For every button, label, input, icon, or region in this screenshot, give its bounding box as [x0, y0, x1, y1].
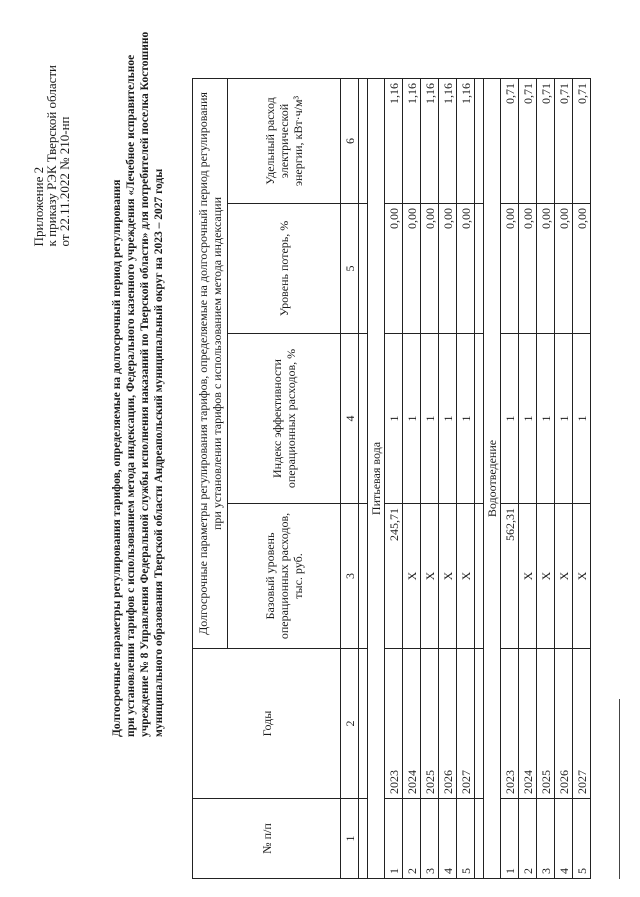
cell-base: X — [573, 504, 591, 649]
table-row — [555, 78, 573, 878]
cell-efficiency: 1 — [519, 334, 537, 504]
cell-num: 2 — [403, 799, 421, 879]
cell-losses: 0,00 — [501, 204, 519, 334]
spacer-row — [475, 78, 484, 878]
column-index-row — [341, 78, 359, 878]
cell-base: X — [537, 504, 555, 649]
table-row — [573, 78, 591, 878]
cell-losses: 0,00 — [555, 204, 573, 334]
spacer-row — [359, 78, 368, 878]
cell-losses: 0,00 — [537, 204, 555, 334]
cell-year: 2025 — [537, 649, 555, 799]
cell-losses: 0,00 — [439, 204, 457, 334]
header-energy: Удельный расход электрической энергии, кВт·ч/м³ — [228, 78, 341, 203]
section-title: Питьевая вода — [368, 78, 385, 878]
cell-year: 2024 — [519, 649, 537, 799]
cell-efficiency: 1 — [501, 334, 519, 504]
cell-energy: 0,71 — [501, 78, 519, 203]
header-losses: Уровень потерь, % — [228, 204, 341, 334]
cell-year: 2027 — [573, 649, 591, 799]
cell-efficiency: 1 — [385, 334, 403, 504]
index-cell: 5 — [341, 204, 359, 334]
cell-energy: 1,16 — [403, 78, 421, 203]
appendix-line-2: к приказу РЭК Тверской области — [44, 65, 59, 247]
table-row — [403, 78, 421, 878]
cell-year: 2026 — [555, 649, 573, 799]
index-cell: 6 — [341, 78, 359, 203]
cell-efficiency: 1 — [555, 334, 573, 504]
cell-energy: 0,71 — [555, 78, 573, 203]
header-years: Годы — [193, 649, 341, 799]
table-row — [501, 78, 519, 878]
title-line-2: при установлении тарифов с использованием метода индексации, Федерального казенного учреждения «Лечебное исправительное — [125, 54, 137, 737]
cell-num: 4 — [555, 799, 573, 879]
cell-num: 5 — [573, 799, 591, 879]
cell-base: X — [439, 504, 457, 649]
cell-losses: 0,00 — [573, 204, 591, 334]
section-title: Водоотведение — [484, 78, 501, 878]
cell-base: X — [457, 504, 475, 649]
cell-efficiency: 1 — [537, 334, 555, 504]
cell-base: X — [421, 504, 439, 649]
cell-losses: 0,00 — [457, 204, 475, 334]
cell-base: X — [519, 504, 537, 649]
cell-year: 2027 — [457, 649, 475, 799]
parameters-table — [192, 78, 591, 879]
header-num: № п/п — [193, 799, 341, 879]
title-line-3: учреждение № 8 Управления Федеральной службы исполнения наказаний по Тверской области» для потребителей поселка Костошино — [139, 31, 151, 737]
header-group: Долгосрочные параметры регулирования тарифов, определяемые на долгосрочный период регулирования при установлении тарифов с использованием метода индексации — [193, 78, 228, 648]
section-row — [368, 78, 385, 878]
cell-num: 4 — [439, 799, 457, 879]
cell-num: 3 — [421, 799, 439, 879]
cell-efficiency: 1 — [457, 334, 475, 504]
cell-base: X — [555, 504, 573, 649]
cell-losses: 0,00 — [385, 204, 403, 334]
table-row — [385, 78, 403, 878]
index-cell: 2 — [341, 649, 359, 799]
cell-energy: 1,16 — [385, 78, 403, 203]
title-line-4: муниципального образования Тверской области Андреапольский муниципальный округ на 2023 – 2027 годы — [153, 168, 165, 737]
cell-year: 2026 — [439, 649, 457, 799]
cell-base: X — [403, 504, 421, 649]
cell-year: 2023 — [501, 649, 519, 799]
cell-energy: 0,71 — [519, 78, 537, 203]
cell-efficiency: 1 — [573, 334, 591, 504]
cell-num: 5 — [457, 799, 475, 879]
cell-year: 2023 — [385, 649, 403, 799]
cell-efficiency: 1 — [403, 334, 421, 504]
cell-efficiency: 1 — [421, 334, 439, 504]
index-cell: 1 — [341, 799, 359, 879]
cell-num: 3 — [537, 799, 555, 879]
cell-losses: 0,00 — [403, 204, 421, 334]
footnote-divider — [619, 699, 620, 879]
cell-year: 2025 — [421, 649, 439, 799]
cell-losses: 0,00 — [519, 204, 537, 334]
table-body — [341, 78, 591, 878]
cell-num: 2 — [519, 799, 537, 879]
cell-num: 1 — [501, 799, 519, 879]
cell-energy: 0,71 — [537, 78, 555, 203]
table-row — [439, 78, 457, 878]
cell-energy: 1,16 — [457, 78, 475, 203]
title-line-1: Долгосрочные параметры регулирования тарифов, определяемые на долгосрочный период регулирования — [111, 179, 123, 737]
table-row — [457, 78, 475, 878]
cell-losses: 0,00 — [421, 204, 439, 334]
appendix-line-3: от 22.11.2022 № 210-нп — [57, 116, 72, 247]
cell-num: 1 — [385, 799, 403, 879]
cell-energy: 1,16 — [439, 78, 457, 203]
table-row — [519, 78, 537, 878]
document-title — [110, 31, 166, 737]
appendix-block — [32, 65, 71, 246]
appendix-line-1: Приложение 2 — [31, 166, 46, 247]
cell-efficiency: 1 — [439, 334, 457, 504]
cell-base: 562,31 — [501, 504, 519, 649]
index-cell: 3 — [341, 504, 359, 649]
rotated-page — [10, 31, 630, 887]
index-cell: 4 — [341, 334, 359, 504]
cell-year: 2024 — [403, 649, 421, 799]
cell-base: 245,71 — [385, 504, 403, 649]
table-row — [537, 78, 555, 878]
header-base-level: Базовый уровень операционных расходов, тыс. руб. — [228, 504, 341, 649]
cell-energy: 1,16 — [421, 78, 439, 203]
table-row — [421, 78, 439, 878]
section-row — [484, 78, 501, 878]
header-efficiency: Индекс эффективности операционных расходов, % — [228, 334, 341, 504]
cell-energy: 0,71 — [573, 78, 591, 203]
